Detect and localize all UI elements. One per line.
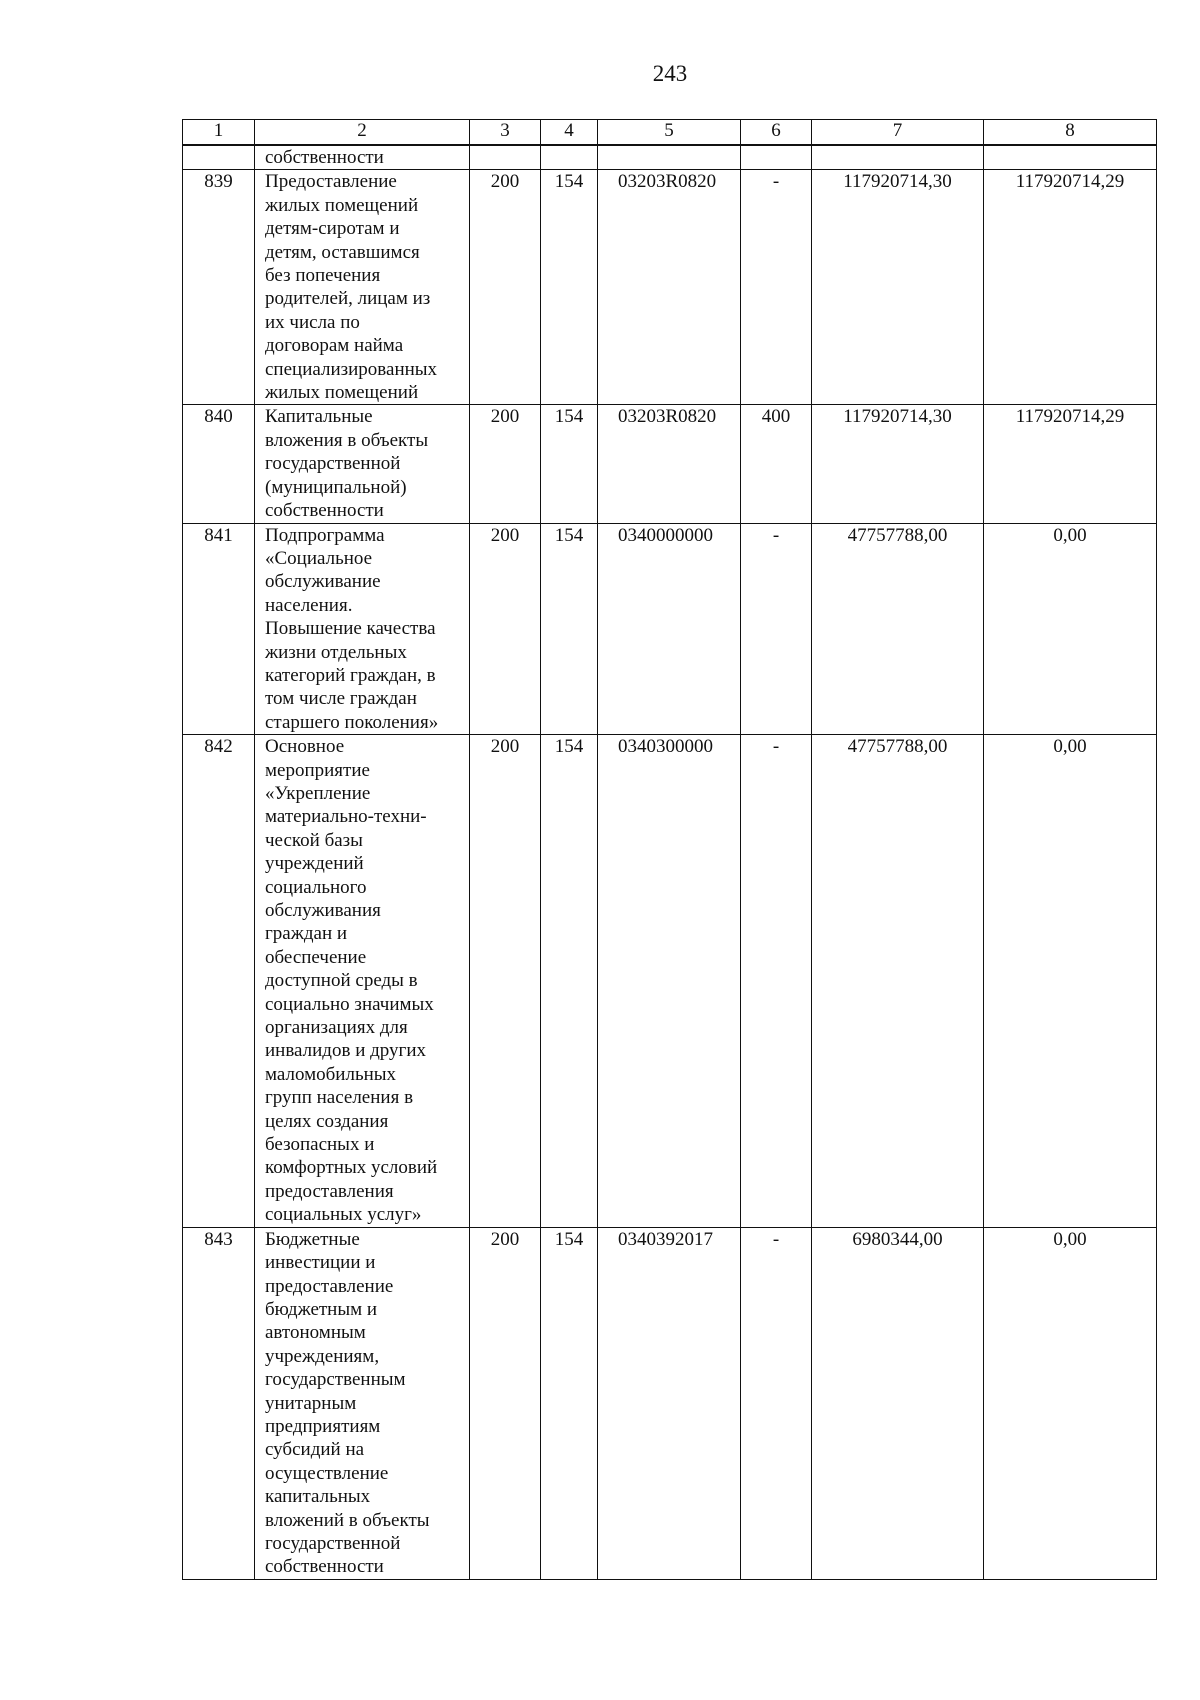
description-line: государственной	[265, 453, 401, 475]
continuation-row	[183, 145, 1157, 170]
row-number-cell: 840	[183, 405, 255, 523]
description-line: унитарным	[265, 1392, 357, 1414]
empty-cell	[812, 145, 984, 170]
description-line: социально значимых	[265, 993, 434, 1015]
description-line: осуществление	[265, 1462, 389, 1484]
admin-code-cell: 200	[470, 170, 541, 405]
header-row	[183, 120, 1157, 146]
target-article-cell: 03203R0820	[598, 170, 741, 405]
description-line: старшего поколения»	[265, 711, 439, 733]
empty-cell	[741, 145, 812, 170]
description-line: обеспечение	[265, 946, 367, 968]
amount-planned-cell: 117920714,30	[812, 170, 984, 405]
description-line: безопасных и	[265, 1134, 375, 1156]
description-line: (муниципальной)	[265, 476, 407, 498]
description-line: Предоставление	[265, 171, 397, 193]
section-code-cell: 154	[541, 405, 598, 523]
expense-type-cell: -	[741, 523, 812, 735]
section-code-cell: 154	[541, 735, 598, 1228]
description-line: Подпрограмма	[265, 524, 385, 546]
header-cell-4: 4	[541, 120, 598, 146]
row-number-cell: 843	[183, 1227, 255, 1579]
amount-planned-cell: 117920714,30	[812, 405, 984, 523]
table-row	[183, 405, 1157, 523]
description-line: учреждениям,	[265, 1345, 380, 1367]
description-line: обслуживание	[265, 571, 381, 593]
amount-actual-cell: 0,00	[984, 1227, 1157, 1579]
target-article-cell: 0340392017	[598, 1227, 741, 1579]
admin-code-cell: 200	[470, 523, 541, 735]
description-line: обслуживания	[265, 900, 381, 921]
description-cell	[255, 170, 470, 405]
empty-cell	[984, 145, 1157, 170]
section-code-cell: 154	[541, 170, 598, 405]
description-line: жилых помещений	[265, 194, 419, 216]
empty-cell	[598, 145, 741, 170]
description-line: том числе граждан	[265, 688, 417, 710]
description-line: бюджетным и	[265, 1298, 378, 1320]
description-line: учреждений	[265, 853, 364, 875]
description-line: групп населения в	[265, 1087, 414, 1109]
description-cell	[255, 145, 470, 170]
table-row	[183, 170, 1157, 405]
table-row	[183, 1227, 1157, 1579]
expense-type-cell: 400	[741, 405, 812, 523]
description-line: родителей, лицам из	[265, 288, 431, 310]
description-line: «Социальное	[265, 547, 373, 569]
description-line: жилых помещений	[265, 382, 419, 404]
description-line: граждан и	[265, 923, 348, 945]
description-line: жизни отдельных	[265, 641, 407, 663]
description-line: мероприятие	[265, 759, 370, 781]
expense-type-cell: -	[741, 170, 812, 405]
target-article-cell: 0340000000	[598, 523, 741, 735]
table-row	[183, 735, 1157, 1228]
description-line: целях создания	[265, 1110, 389, 1132]
row-number-cell: 839	[183, 170, 255, 405]
description-line: доступной среды в	[265, 970, 418, 992]
target-article-cell: 03203R0820	[598, 405, 741, 523]
description-line: ческой базы	[265, 829, 363, 851]
description-cell	[255, 523, 470, 735]
description-line: населения.	[265, 594, 353, 616]
table-row	[183, 523, 1157, 735]
description-line: категорий граждан, в	[265, 664, 436, 686]
description-line: капитальных	[265, 1486, 371, 1508]
description-line: детям, оставшимся	[265, 241, 420, 263]
description-line: государственной	[265, 1532, 401, 1554]
description-line: государственным	[265, 1369, 406, 1391]
header-cell-2: 2	[255, 120, 470, 146]
amount-planned-cell: 47757788,00	[812, 735, 984, 1228]
description-line: маломобильных	[265, 1063, 397, 1085]
description-line: детям-сиротам и	[265, 218, 400, 240]
description-cell	[255, 405, 470, 523]
description-line: Капитальные	[265, 406, 373, 428]
description-line: вложений в объекты	[265, 1509, 430, 1531]
description-line: собственности	[265, 500, 384, 522]
row-number-cell: 842	[183, 735, 255, 1228]
amount-planned-cell: 47757788,00	[812, 523, 984, 735]
admin-code-cell: 200	[470, 1227, 541, 1579]
admin-code-cell: 200	[470, 405, 541, 523]
description-line: «Укрепление	[265, 782, 371, 804]
expense-type-cell: -	[741, 735, 812, 1228]
header-cell-3: 3	[470, 120, 541, 146]
description-line: вложения в объекты	[265, 429, 429, 451]
description-line: социальных услуг»	[265, 1204, 422, 1226]
header-cell-6: 6	[741, 120, 812, 146]
amount-actual-cell: 0,00	[984, 735, 1157, 1228]
description-line: специализированных	[265, 358, 438, 380]
description-line: собственности	[265, 147, 384, 168]
description-cell	[255, 735, 470, 1228]
amount-actual-cell: 0,00	[984, 523, 1157, 735]
row-number-cell	[183, 145, 255, 170]
table-body	[183, 120, 1157, 1580]
section-code-cell: 154	[541, 523, 598, 735]
description-line: автономным	[265, 1322, 366, 1344]
description-line: инвестиции и	[265, 1252, 376, 1274]
description-line: предоставления	[265, 1180, 394, 1202]
admin-code-cell: 200	[470, 735, 541, 1228]
description-line: Основное	[265, 736, 345, 758]
header-cell-8: 8	[984, 120, 1157, 146]
header-cell-7: 7	[812, 120, 984, 146]
description-line: материально-техни-	[265, 806, 427, 828]
description-cell	[255, 1227, 470, 1579]
description-line: собственности	[265, 1556, 384, 1578]
description-line: их числа по	[265, 311, 360, 333]
amount-actual-cell: 117920714,29	[984, 170, 1157, 405]
page-number: 243	[652, 61, 688, 86]
description-line: организациях для	[265, 1017, 408, 1039]
amount-actual-cell: 117920714,29	[984, 405, 1157, 523]
description-line: предоставление	[265, 1275, 394, 1297]
header-cell-5: 5	[598, 120, 741, 146]
description-line: субсидий на	[265, 1439, 365, 1461]
row-number-cell: 841	[183, 523, 255, 735]
section-code-cell: 154	[541, 1227, 598, 1579]
description-line: инвалидов и других	[265, 1040, 426, 1062]
description-line: Повышение качества	[265, 618, 436, 640]
target-article-cell: 0340300000	[598, 735, 741, 1228]
description-line: Бюджетные	[265, 1228, 360, 1250]
empty-cell	[541, 145, 598, 170]
description-line: без попечения	[265, 265, 381, 287]
description-line: предприятиям	[265, 1415, 381, 1437]
amount-planned-cell: 6980344,00	[812, 1227, 984, 1579]
header-cell-1: 1	[183, 120, 255, 146]
description-line: комфортных условий	[265, 1157, 438, 1179]
description-line: социального	[265, 876, 367, 898]
budget-table	[182, 119, 1157, 1580]
empty-cell	[470, 145, 541, 170]
expense-type-cell: -	[741, 1227, 812, 1579]
description-line: договорам найма	[265, 335, 404, 357]
